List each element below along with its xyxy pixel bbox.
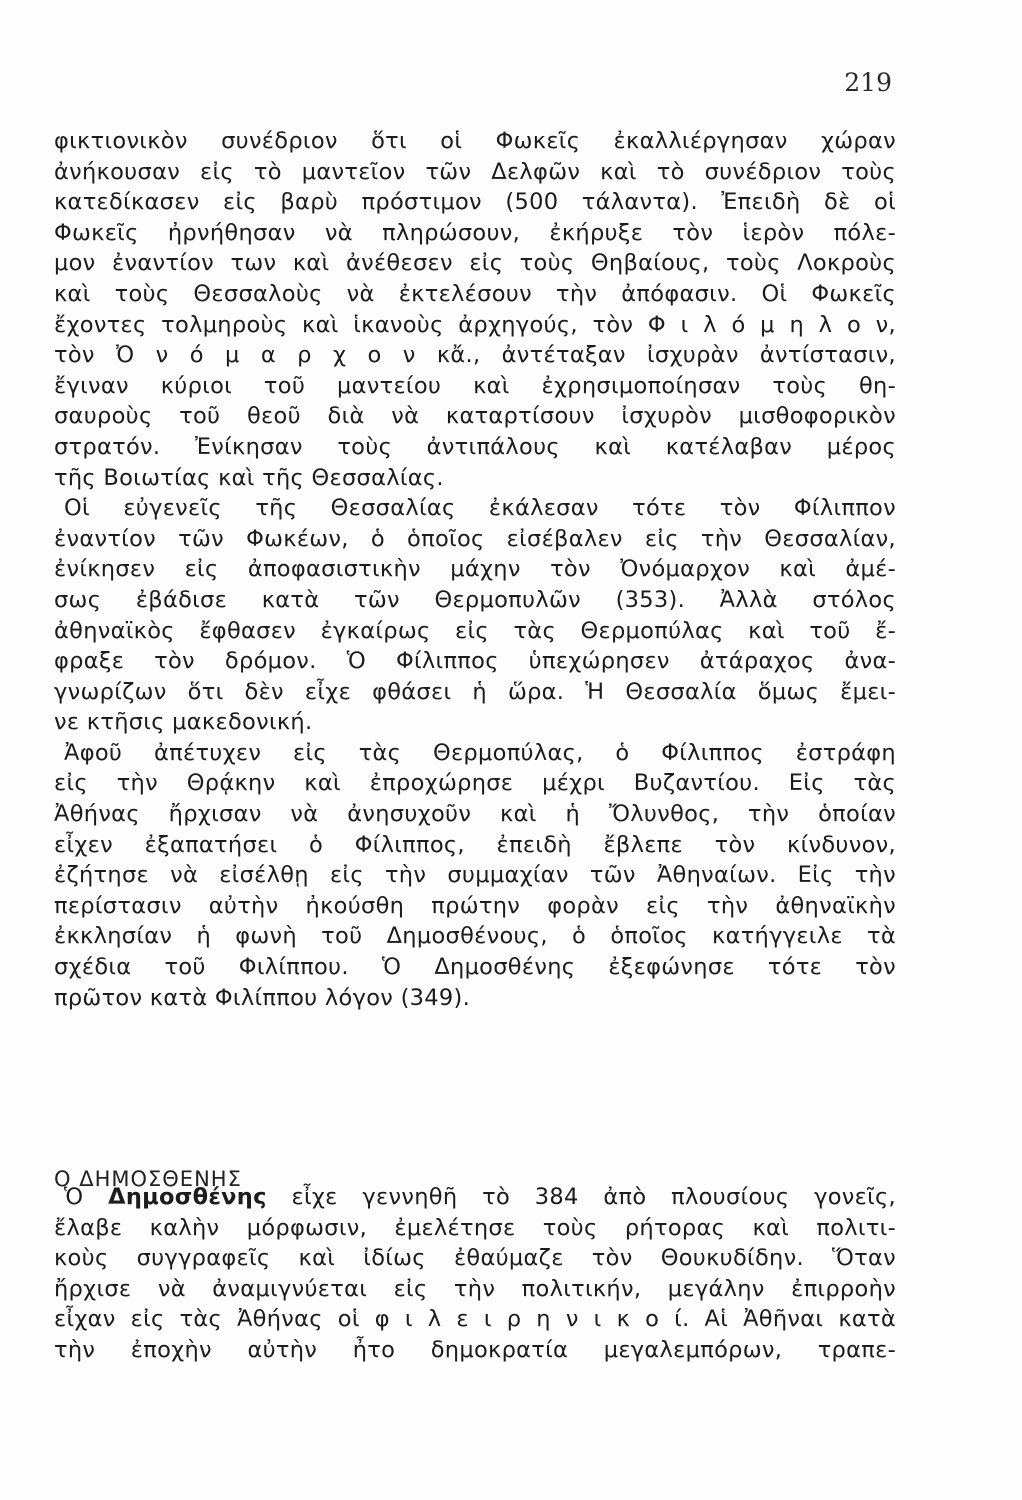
text-line: ἐκκλησίαν ἡ φωνὴ τοῦ Δημοσθένους, ὁ ὁποῖος κατήγγειλε τὰ — [54, 923, 896, 950]
text-line: μον ἐναντίον των καὶ ἀνέθεσεν εἰς τοὺς Θηβαίους, τοὺς Λοκροὺς — [54, 250, 896, 277]
text-line: πρῶτον κατὰ Φιλίππου λόγον (349). — [54, 984, 471, 1011]
text-line: Φωκεῖς ἠρνήθησαν νὰ πληρώσουν, ἐκήρυξε τὸν ἱερὸν πόλε- — [54, 219, 896, 246]
text-line: ἐζήτησε νὰ εἰσέλθῃ εἰς τὴν συμμαχίαν τῶν Ἀθηναίων. Εἰς τὴν — [54, 862, 896, 889]
section-first-line-rest: εἶχε γεννηθῆ τὸ 384 ἀπὸ πλουσίους γονεῖς, — [266, 1184, 896, 1210]
text-line: ἐνίκησεν εἰς ἀποφασιστικὴν μάχην τὸν Ὀνόμαρχον καὶ ἀμέ- — [54, 556, 896, 583]
text-line: εἶχαν εἰς τὰς Ἀθήνας οἱ φ ι λ ε ι ρ η ν ι κ ο ί. Αἱ Ἀθῆναι κατὰ — [54, 1306, 896, 1333]
section-first-line — [54, 1182, 896, 1213]
main-text — [54, 126, 896, 1013]
text-line: σχέδια τοῦ Φιλίππου. Ὁ Δημοσθένης ἐξεφώνησε τότε τὸν — [54, 954, 896, 981]
section-heading: Ο ΔΗΜΟΣΘΕΝΗΣ — [54, 1167, 242, 1191]
text-line: φικτιονικὸν συνέδριον ὅτι οἱ Φωκεῖς ἐκαλλιέργησαν χώραν — [54, 128, 896, 154]
text-line: Ἀθήνας ἤρχισαν νὰ ἀνησυχοῦν καὶ ἡ Ὄλυνθος, τὴν ὁποίαν — [54, 801, 896, 828]
page-number: 219 — [844, 68, 892, 97]
section-first-line-prefix: Ὁ — [64, 1184, 109, 1210]
text-line: γνωρίζων ὅτι δὲν εἶχε φθάσει ἡ ὥρα. Ἡ Θεσσαλία ὅμως ἔμει- — [54, 678, 896, 705]
text-line: ἔχοντες τολμηροὺς καὶ ἱκανοὺς ἀρχηγούς, τὸν Φ ι λ ό μ η λ ο ν, — [54, 311, 896, 338]
text-line: καὶ τοὺς Θεσσαλοὺς νὰ ἐκτελέσουν τὴν ἀπόφασιν. Οἱ Φωκεῖς — [54, 280, 896, 307]
text-line: ἔγιναν κύριοι τοῦ μαντείου καὶ ἐχρησιμοποίησαν τοὺς θη- — [54, 372, 896, 399]
text-line: σως ἐβάδισε κατὰ τῶν Θερμοπυλῶν (353). Ἀλλὰ στόλος — [54, 586, 896, 613]
section-subject-name: Δημοσθένης — [108, 1184, 267, 1210]
text-line: περίστασιν αὐτὴν ἠκούσθη πρώτην φορὰν εἰς τὴν ἀθηναϊκὴν — [54, 892, 896, 919]
text-line: κοὺς συγγραφεῖς καὶ ἰδίως ἐθαύμαζε τὸν Θουκυδίδην. Ὅταν — [54, 1245, 896, 1272]
text-line: κατεδίκασεν εἰς βαρὺ πρόστιμον (500 τάλαντα). Ἐπειδὴ δὲ οἱ — [54, 189, 896, 216]
text-line: τῆς Βοιωτίας καὶ τῆς Θεσσαλίας. — [54, 464, 444, 491]
text-line: Ἀφοῦ ἀπέτυχεν εἰς τὰς Θερμοπύλας, ὁ Φίλιππος ἐστράφη — [64, 739, 896, 766]
text-line: ἐναντίον τῶν Φωκέων, ὁ ὁποῖος εἰσέβαλεν εἰς τὴν Θεσσαλίαν, — [54, 525, 896, 552]
text-line: νε κτῆσις μακεδονική. — [54, 709, 313, 736]
text-line: Οἱ εὐγενεῖς τῆς Θεσσαλίας ἐκάλεσαν τότε τὸν Φίλιππον — [64, 495, 896, 522]
text-line: ἀνήκουσαν εἰς τὸ μαντεῖον τῶν Δελφῶν καὶ τὸ συνέδριον τοὺς — [54, 158, 896, 185]
text-line: φραξε τὸν δρόμον. Ὁ Φίλιππος ὑπεχώρησεν ἀτάραχος ἀνα- — [54, 648, 896, 675]
text-line: εἶχεν ἐξαπατήσει ὁ Φίλιππος, ἐπειδὴ ἔβλεπε τὸν κίνδυνον, — [54, 831, 896, 858]
text-line: σαυροὺς τοῦ θεοῦ διὰ νὰ καταρτίσουν ἰσχυρὸν μισθοφορικὸν — [54, 403, 896, 430]
text-line: ἔλαβε καλὴν μόρφωσιν, ἐμελέτησε τοὺς ρήτορας καὶ πολιτι- — [54, 1214, 896, 1241]
text-line: ἀθηναϊκὸς ἔφθασεν ἐγκαίρως εἰς τὰς Θερμοπύλας καὶ τοῦ ἔ- — [54, 617, 896, 644]
text-line: ἤρχισε νὰ ἀναμιγνύεται εἰς τὴν πολιτικήν, μεγάλην ἐπιρροὴν — [54, 1275, 896, 1302]
text-line: τὸν Ὀ ν ό μ α ρ χ ο ν κἄ., ἀντέταξαν ἰσχυρὰν ἀντίστασιν, — [54, 342, 896, 369]
text-line: εἰς τὴν Θρᾴκην καὶ ἐπροχώρησε μέχρι Βυζαντίου. Εἰς τὰς — [54, 770, 896, 797]
text-line: τὴν ἐποχὴν αὐτὴν ἦτο δημοκρατία μεγαλεμπόρων, τραπε- — [54, 1336, 896, 1363]
section-text — [54, 1182, 896, 1366]
text-line: στρατόν. Ἐνίκησαν τοὺς ἀντιπάλους καὶ κατέλαβαν μέρος — [54, 433, 896, 460]
